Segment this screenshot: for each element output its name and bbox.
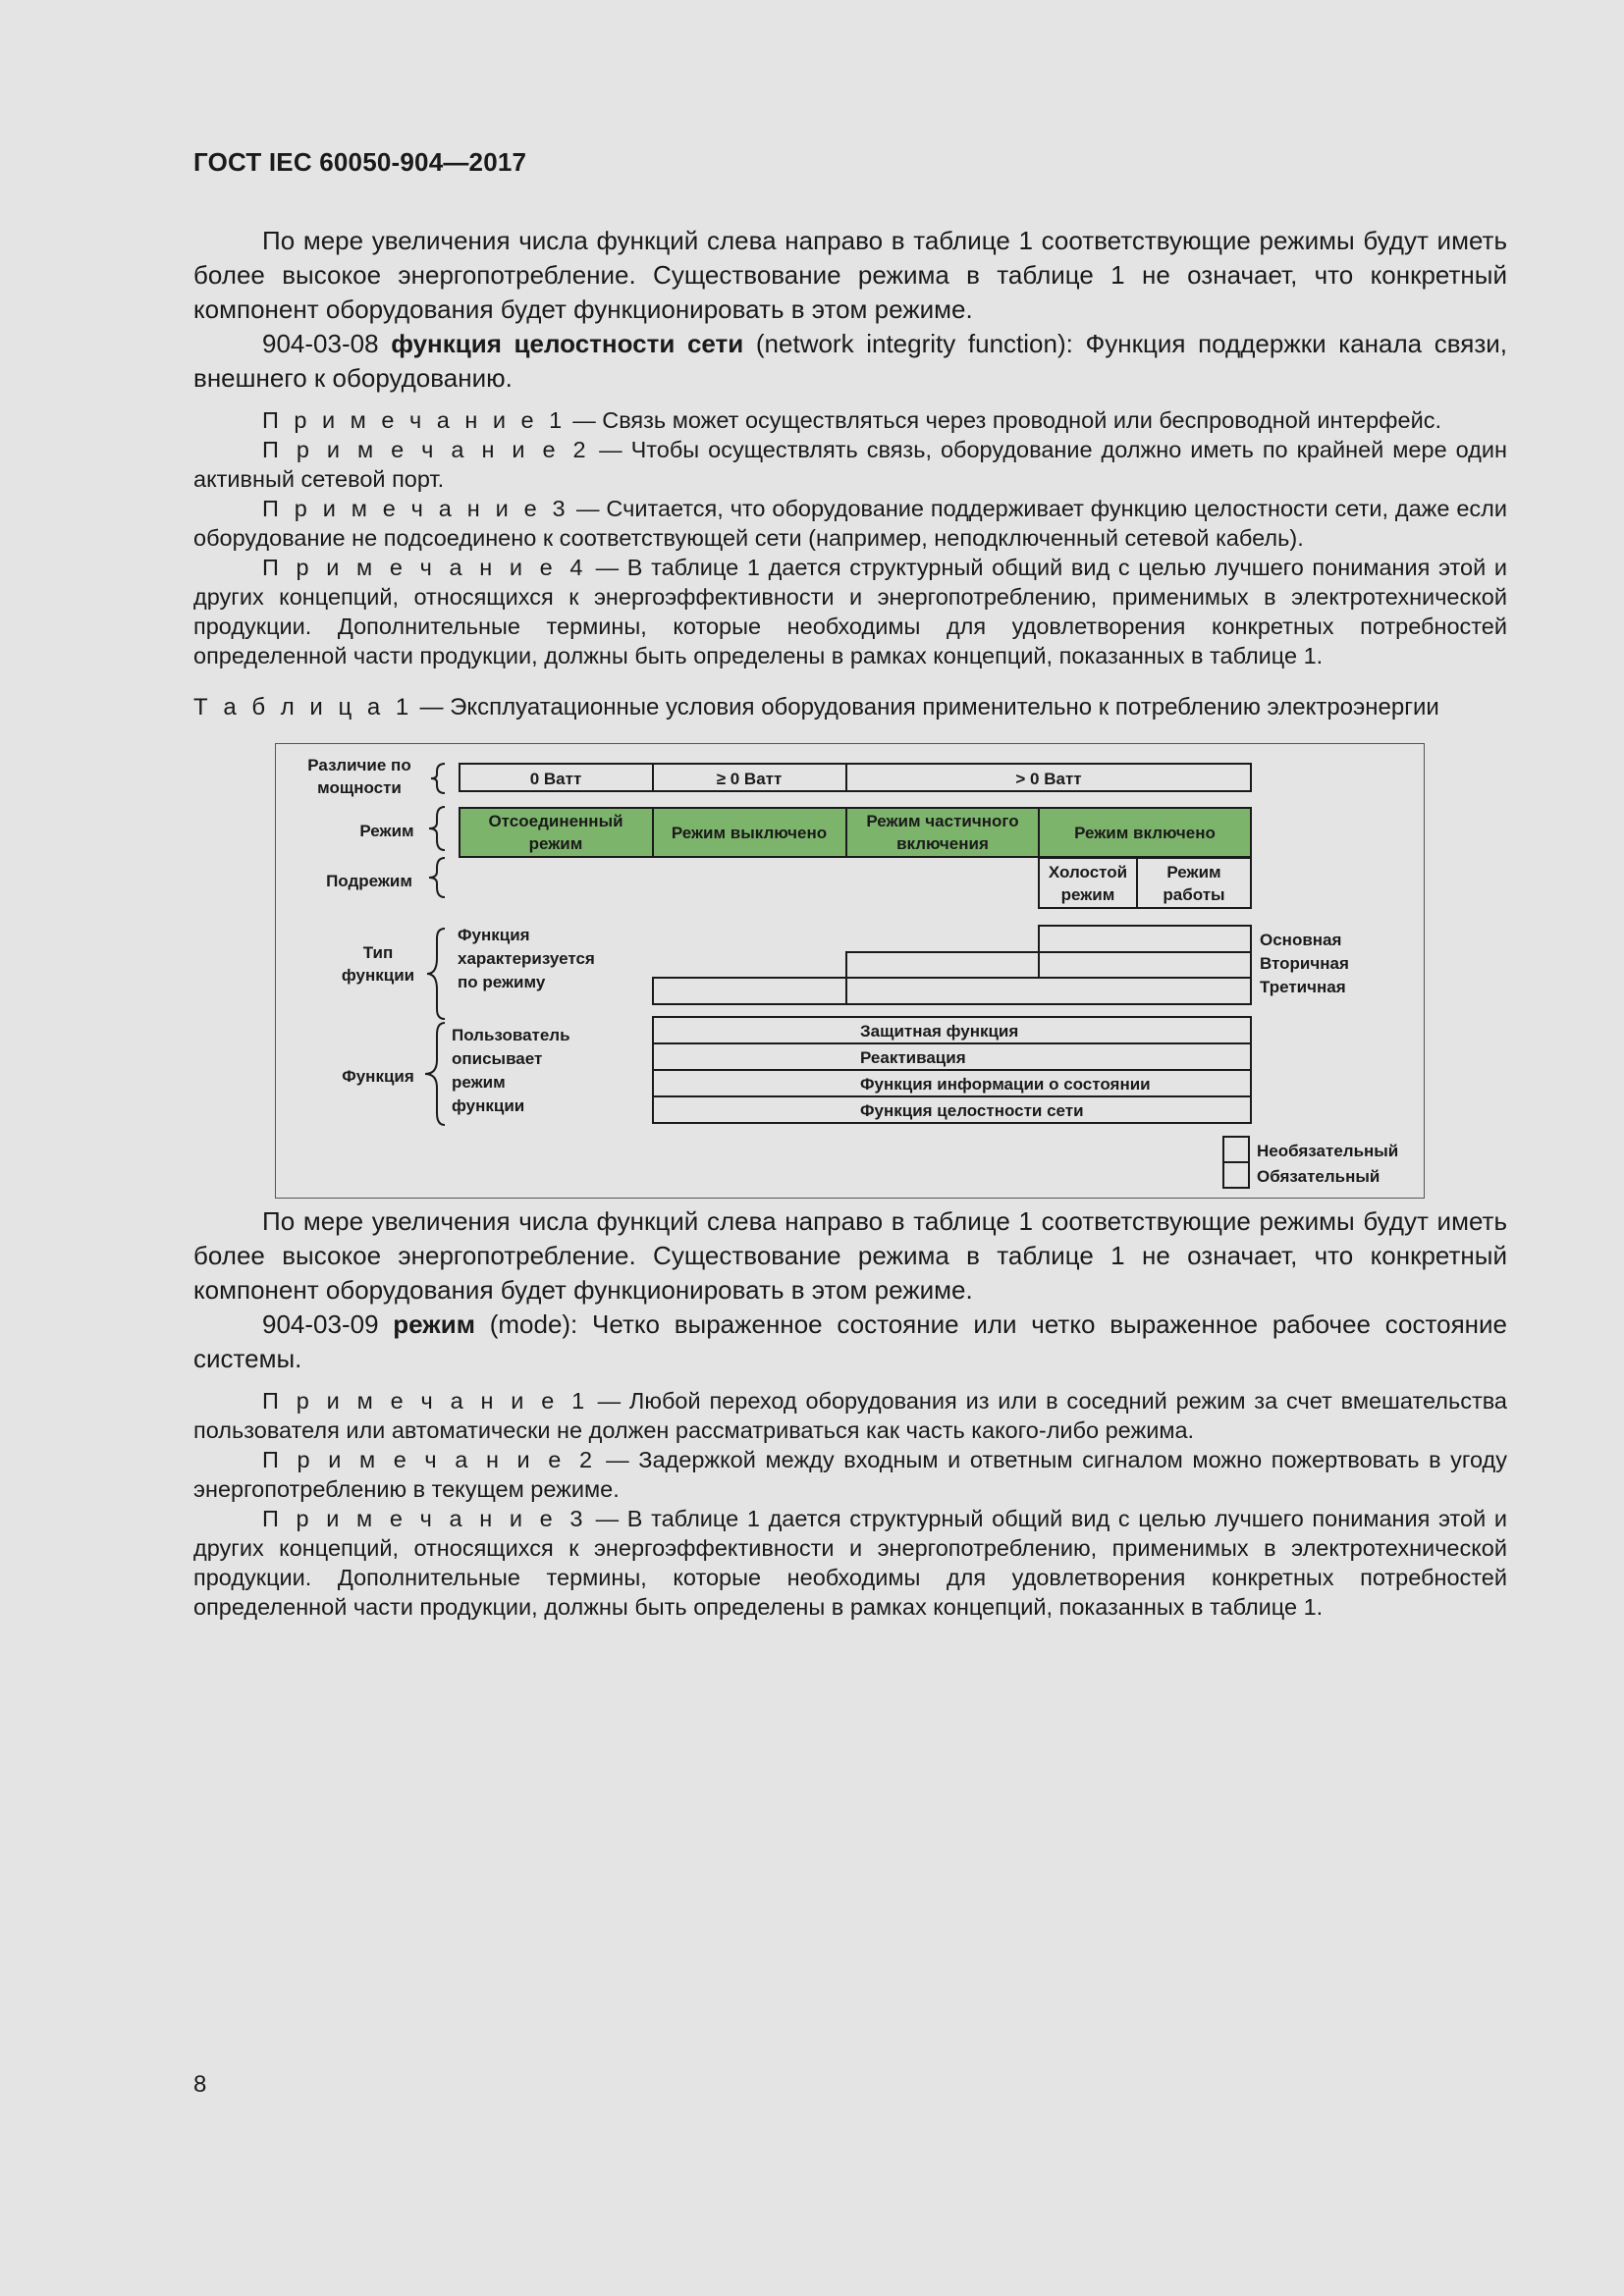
row-label-mode: Режим	[359, 822, 414, 840]
func-desc: функции	[452, 1096, 525, 1115]
legend-label: Необязательный	[1257, 1142, 1399, 1160]
brace	[427, 929, 445, 1019]
legend-box-mandatory	[1223, 1162, 1249, 1188]
brace	[425, 1023, 445, 1125]
submode-label: Холостой	[1048, 863, 1128, 881]
term-number: 904-03-09	[262, 1309, 379, 1339]
document-header: ГОСТ IEC 60050-904—2017	[193, 147, 527, 177]
function-label: Реактивация	[860, 1048, 966, 1067]
note: П р и м е ч а н и е 1 — Связь может осуществляться через проводной или беспроводной интерфейс.	[262, 407, 1441, 433]
brace	[429, 807, 445, 850]
ftype-level-label: Основная	[1260, 931, 1342, 949]
term-definition	[193, 327, 1507, 396]
mode-label: включения	[896, 834, 989, 853]
table-1-diagram	[275, 743, 1425, 1199]
mode-label: Режим выключено	[671, 824, 828, 842]
term-def: (mode): Четко выраженное состояние или четко выраженное рабочее состояние системы.	[193, 1309, 1507, 1373]
power-label: 0 Ватт	[529, 770, 582, 788]
term-def: (network integrity function): Функция поддержки канала связи, внешнего к оборудованию.	[193, 329, 1507, 393]
row-label-power: мощности	[317, 778, 402, 797]
paragraph: По мере увеличения числа функций слева направо в таблице 1 соответствующие режимы будут иметь более высокое энергопотребление. Существование режима в таблице 1 не означает, что конкретный компонент оборудования будет функционировать в этом режиме.	[193, 226, 1507, 324]
brace	[431, 764, 445, 793]
paragraph: По мере увеличения числа функций слева направо в таблице 1 соответствующие режимы будут иметь более высокое энергопотребление. Существование режима в таблице 1 не означает, что конкретный компонент оборудования будет функционировать в этом режиме.	[193, 1206, 1507, 1305]
row-label-ftype: Тип	[362, 943, 394, 962]
mode-label: Режим частичного	[866, 812, 1019, 830]
func-desc: описывает	[452, 1049, 543, 1068]
term-name: функция целостности сети	[391, 329, 744, 358]
note: П р и м е ч а н и е 2 — Задержкой между входным и ответным сигналом можно пожертвовать в угоду энергопотреблению в текущем режиме.	[193, 1447, 1508, 1502]
page-number: 8	[193, 2071, 207, 2098]
submode-label: работы	[1163, 885, 1225, 904]
legend-box-optional	[1223, 1137, 1249, 1162]
ftype-secondary-box	[846, 952, 1251, 978]
mode-label: Режим включено	[1074, 824, 1216, 842]
submode-label: режим	[1060, 885, 1115, 904]
ftype-desc: характеризуется	[458, 949, 595, 968]
submode-label: Режим	[1166, 863, 1221, 881]
ftype-tertiary-box	[653, 978, 1251, 1004]
ftype-desc: по режиму	[458, 973, 546, 991]
note: П р и м е ч а н и е 3 — В таблице 1 дается структурный общий вид с целью лучшего понимания этой и других концепций, относящихся к энергоэффективности и энергопотреблению, применимых в электротехнической продукции. Дополнительные термины, которые необходимы для удовлетворения конкретных потребностей определенной части продукции, должны быть определены в рамках концепций, показанных в таблице 1.	[193, 1506, 1508, 1620]
function-label: Защитная функция	[860, 1022, 1019, 1041]
power-label: > 0 Ватт	[1015, 770, 1082, 788]
note: П р и м е ч а н и е 3 — Считается, что оборудование поддерживает функцию целостности сети, даже если оборудование не подсоединено к соответствующей сети (например, неподключенный сетевой кабель).	[193, 496, 1507, 551]
section-2	[193, 1204, 1507, 1622]
row-label-ftype: функции	[341, 966, 415, 985]
row-label-power: Различие по	[307, 756, 411, 774]
func-desc: Пользователь	[452, 1026, 570, 1044]
row-label-function: Функция	[342, 1067, 414, 1086]
term-number: 904-03-08	[262, 329, 379, 358]
note: П р и м е ч а н и е 1 — Любой переход оборудования из или в соседний режим за счет вмешательства пользователя или автоматически не должен рассматриваться как часть какого-либо режима.	[193, 1388, 1508, 1443]
func-desc: режим	[452, 1073, 506, 1092]
diagram-svg	[276, 744, 1426, 1200]
ftype-level-label: Третичная	[1260, 978, 1346, 996]
note: П р и м е ч а н и е 4 — В таблице 1 дается структурный общий вид с целью лучшего понимания этой и других концепций, относящихся к энергоэффективности и энергопотреблению, применимых в электротехнической продукции. Дополнительные термины, которые необходимы для удовлетворения конкретных потребностей определенной части продукции, должны быть определены в рамках концепций, показанных в таблице 1.	[193, 555, 1508, 668]
brace	[429, 858, 445, 897]
mode-label: режим	[528, 834, 583, 853]
ftype-level-label: Вторичная	[1260, 954, 1349, 973]
section-1	[193, 224, 1507, 670]
ftype-primary-box	[1039, 926, 1251, 952]
legend-label: Обязательный	[1257, 1167, 1380, 1186]
term-name: режим	[393, 1309, 475, 1339]
power-label: ≥ 0 Ватт	[716, 770, 783, 788]
note: П р и м е ч а н и е 2 — Чтобы осуществлять связь, оборудование должно иметь по крайней мере один активный сетевой порт.	[193, 437, 1507, 492]
table-caption: Т а б л и ц а 1 — Эксплуатационные условия оборудования применительно к потреблению электроэнергии	[193, 694, 1439, 721]
row-label-submode: Подрежим	[326, 872, 412, 890]
term-definition	[193, 1308, 1507, 1376]
function-label: Функция информации о состоянии	[860, 1075, 1151, 1094]
ftype-desc: Функция	[458, 926, 530, 944]
function-label: Функция целостности сети	[860, 1101, 1084, 1120]
mode-label: Отсоединенный	[488, 812, 623, 830]
